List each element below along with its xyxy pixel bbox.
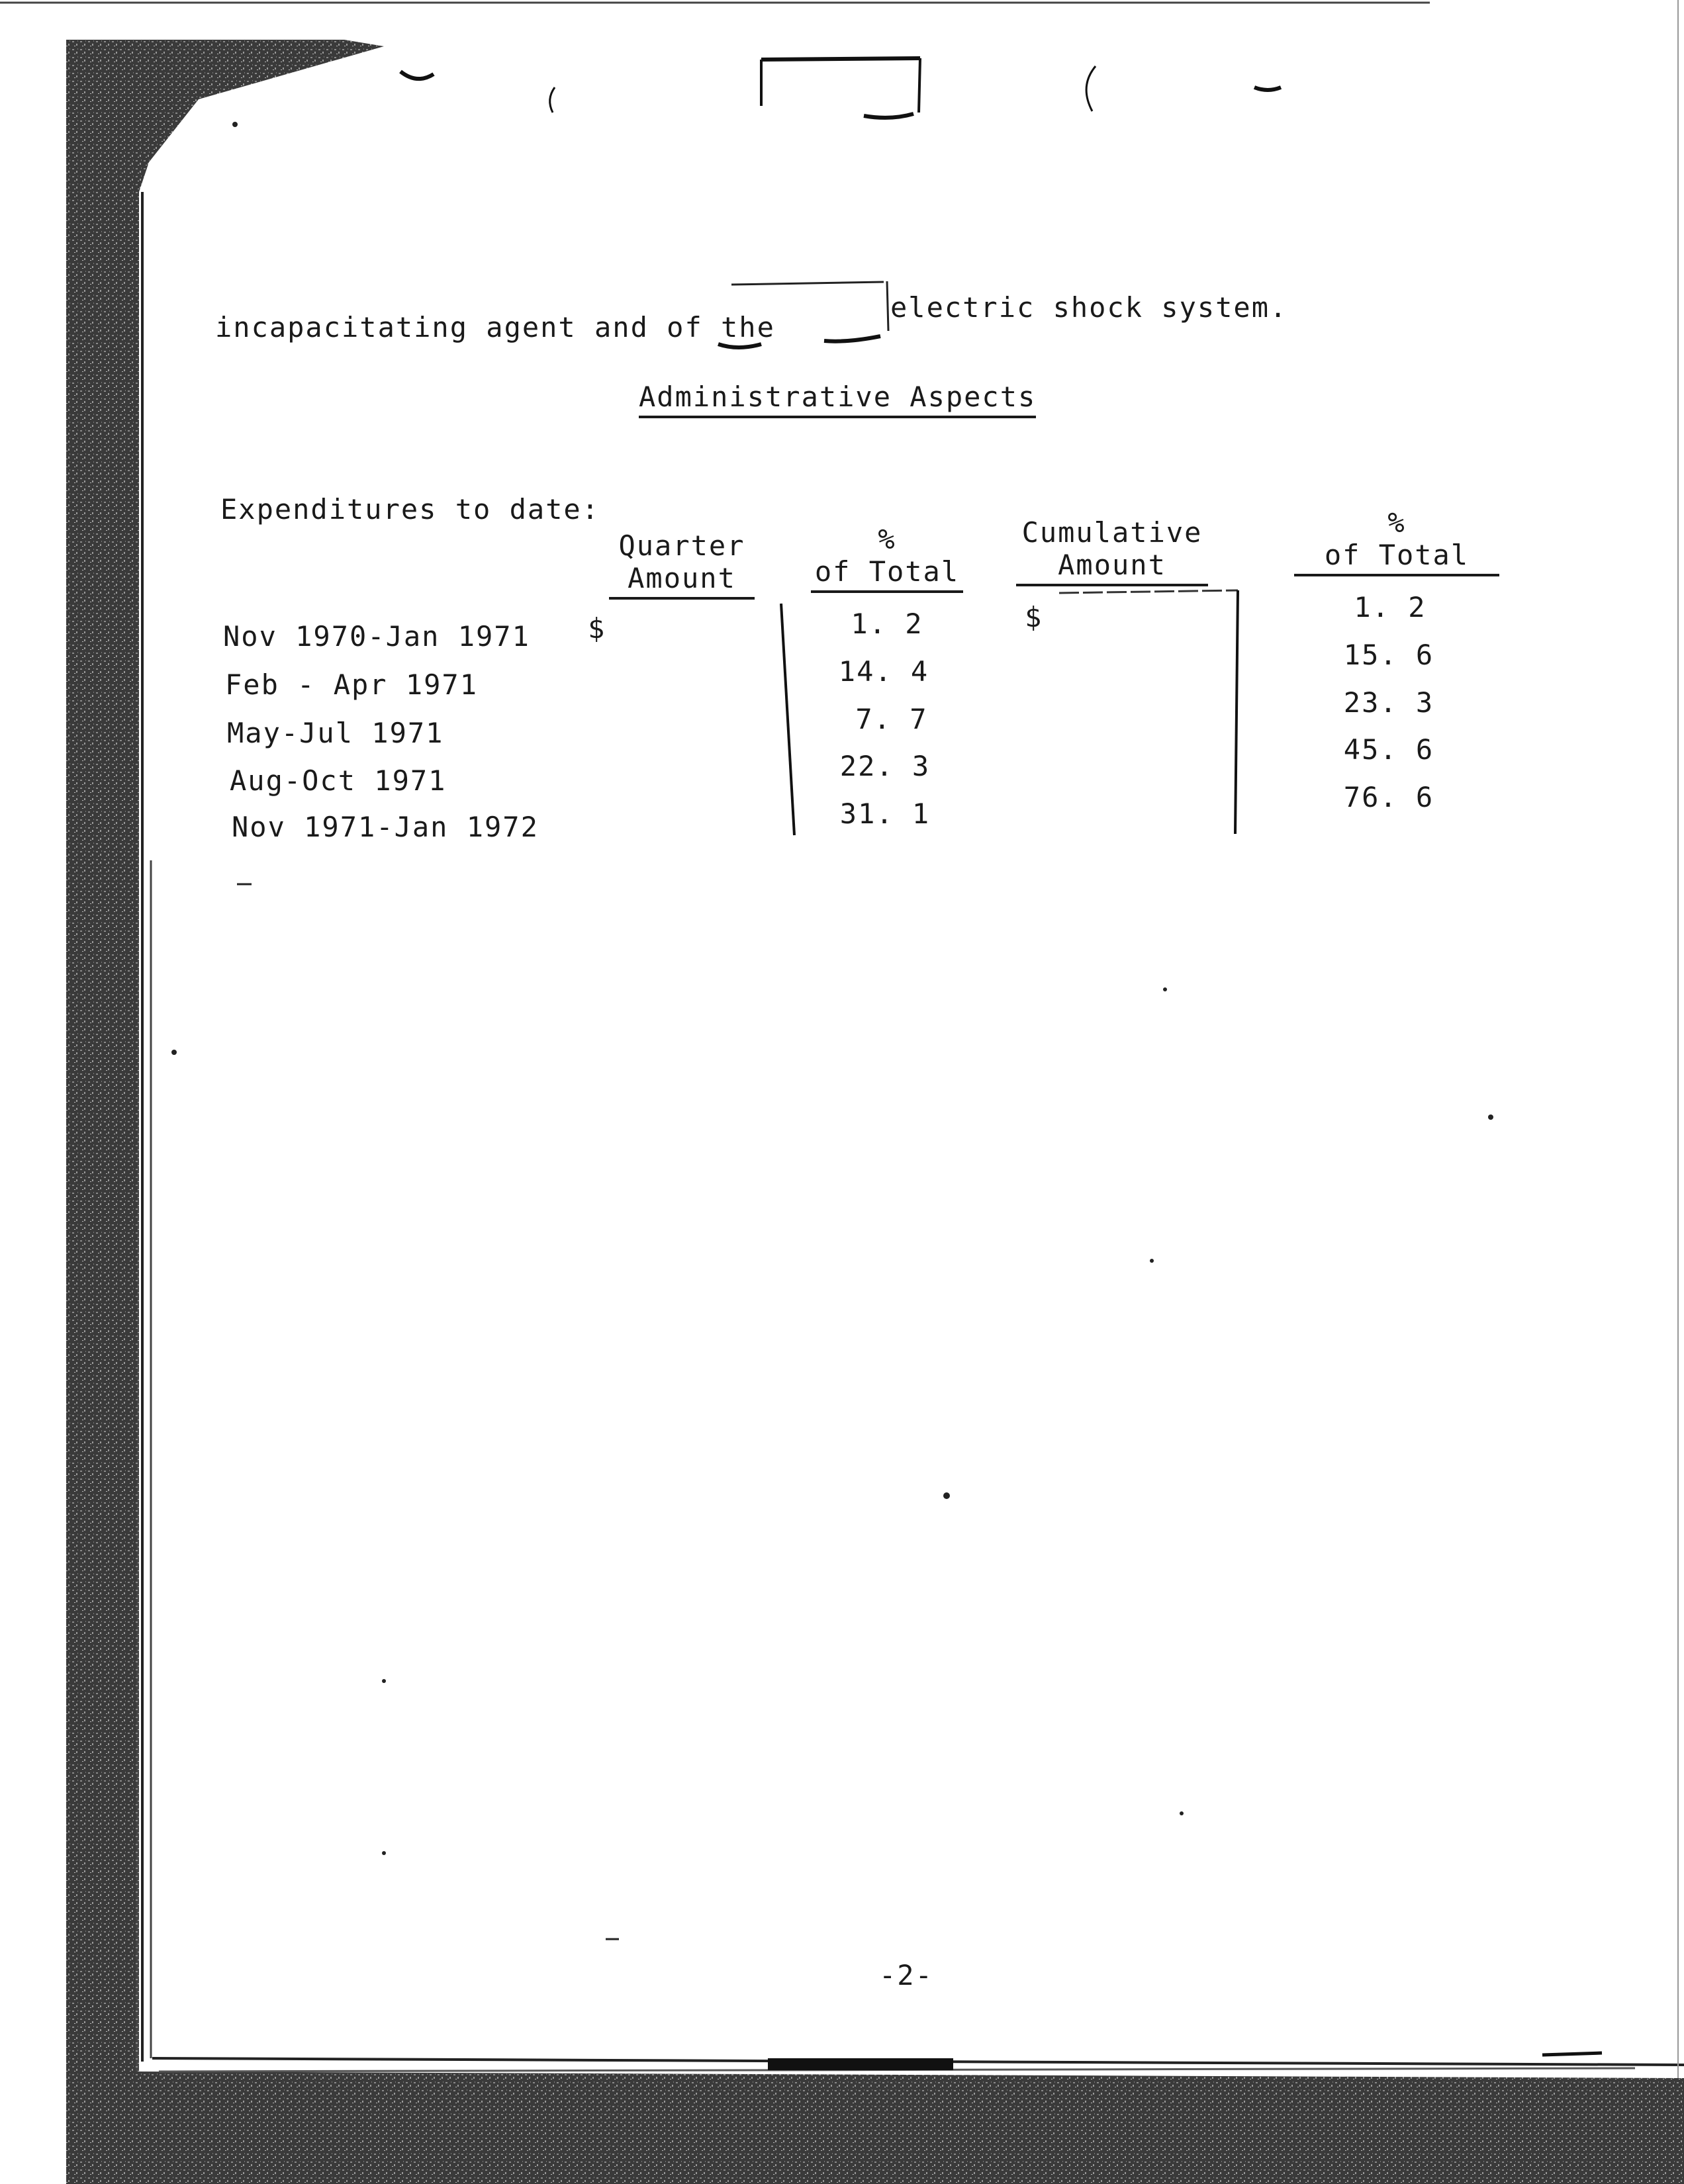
intro-line-after: electric shock system. [890, 291, 1288, 324]
header-pct-total-1 [811, 523, 963, 593]
currency-cumulative: $ [1025, 601, 1043, 633]
intro-line-before: incapacitating agent and of the [215, 311, 775, 343]
header-pct1-line2: of Total [811, 555, 963, 593]
row-period: Nov 1970-Jan 1971 [223, 620, 530, 653]
row-period: Nov 1971-Jan 1972 [232, 811, 539, 843]
row-pct-cumulative: 45. 6 [1343, 733, 1434, 766]
header-pct1-line1: % [878, 523, 896, 555]
header-cumulative-amount [1016, 516, 1208, 586]
header-quarter-amount [609, 529, 755, 600]
row-pct-quarter: 14. 4 [838, 655, 929, 688]
row-period: Feb - Apr 1971 [225, 668, 479, 701]
header-cumulative-line2: Amount [1016, 549, 1208, 586]
row-pct-quarter: 1. 2 [851, 608, 923, 640]
currency-quarter: $ [588, 612, 606, 645]
header-pct2-line2: of Total [1294, 539, 1499, 576]
row-pct-quarter: 22. 3 [839, 750, 931, 782]
header-cumulative-line1: Cumulative [1021, 516, 1203, 549]
section-heading: Administrative Aspects [639, 381, 1036, 418]
header-quarter-line1: Quarter [618, 529, 745, 562]
row-pct-cumulative: 1. 2 [1354, 591, 1427, 623]
row-pct-cumulative: 23. 3 [1343, 686, 1434, 719]
row-pct-quarter: 7. 7 [855, 703, 928, 735]
header-pct2-line1: % [1387, 506, 1406, 539]
row-pct-cumulative: 15. 6 [1343, 639, 1434, 671]
header-pct-total-2 [1294, 506, 1499, 576]
page-number: -2- [879, 1959, 933, 1991]
redacted-block [715, 311, 884, 344]
header-quarter-line2: Amount [609, 562, 755, 600]
expenditures-label: Expenditures to date: [220, 493, 600, 525]
row-period: Aug-Oct 1971 [230, 764, 447, 797]
row-period: May-Jul 1971 [227, 717, 444, 749]
row-pct-cumulative: 76. 6 [1343, 781, 1434, 813]
row-pct-quarter: 31. 1 [839, 797, 931, 830]
